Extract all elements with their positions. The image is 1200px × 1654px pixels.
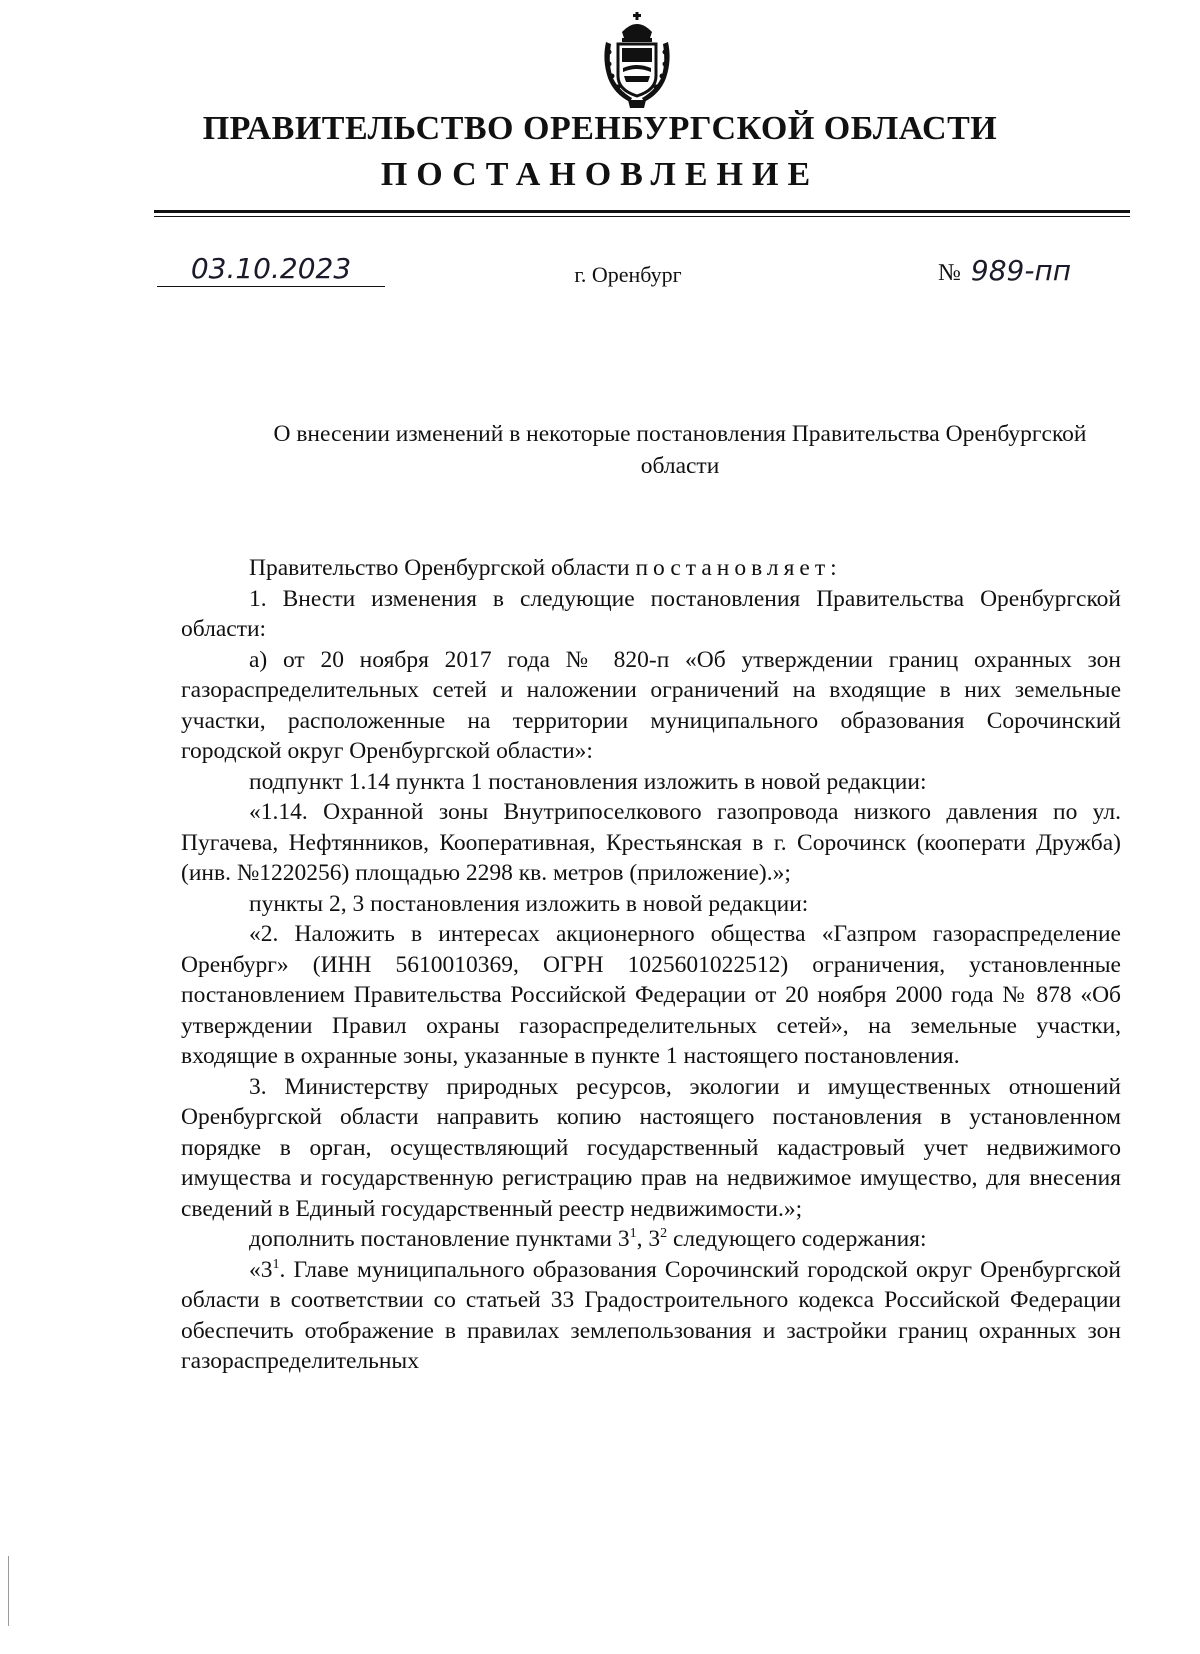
- paragraph-items-2-3-intro: пункты 2, 3 постановления изложить в новой редакции:: [249, 890, 809, 917]
- paragraph-add-items: [181, 1224, 1121, 1255]
- paragraph-1: 1. Внести изменения в следующие постановления Правительства Оренбургской области:: [181, 585, 1121, 642]
- superscript-1: 1: [629, 1226, 637, 1242]
- preamble-verb: постановляет: [635, 555, 831, 581]
- document-date: 03.10.2023: [157, 252, 385, 287]
- superscript-2: 2: [660, 1226, 668, 1242]
- number-value: 989-пп: [970, 254, 1072, 287]
- item-3-1-text: . Главе муниципального образования Сорочинский городской округ Оренбургской области в соответствии со статьей 33 Градостроительного кодекса Российской Федерации обеспечить отображение в правилах землепользования и застройки границ охранных зон газораспределительных: [181, 1256, 1121, 1374]
- document-type-title: ПОСТАНОВЛЕНИЕ: [380, 156, 820, 193]
- paragraph-1-14: «1.14. Охранной зоны Внутрипоселкового газопровода низкого давления по ул. Пугачева, Нефтянников, Кооперативная, Крестьянская в г. Сорочинск (кооперати Дружба) (инв. №1220256) площадью 2298 кв. метров (приложение).»;: [181, 799, 1121, 886]
- number-sign: №: [938, 260, 961, 286]
- paragraph-a: а) от 20 ноября 2017 года № 820-п «Об утверждении границ охранных зон газораспределительных сетей и наложении ограничений на входящие в них земельные участки, расположенные на территории муниципального образования Сорочинский городской округ Оренбургской области»:: [181, 646, 1121, 764]
- header-divider-thick: [154, 210, 1130, 213]
- coat-of-arms-emblem: [600, 12, 674, 110]
- item-3-1-superscript: 1: [272, 1256, 280, 1272]
- government-title: ПРАВИТЕЛЬСТВО ОРЕНБУРГСКОЙ ОБЛАСТИ: [202, 110, 998, 147]
- document-body: [181, 553, 1121, 1377]
- scan-margin-mark: [8, 1556, 9, 1626]
- header-divider-thin: [154, 216, 1130, 217]
- add-items-text-end: следующего содержания:: [667, 1226, 927, 1252]
- paragraph-subitem-1-14-intro: подпункт 1.14 пункта 1 постановления изложить в новой редакции:: [249, 768, 927, 795]
- paragraph-3-1: [181, 1255, 1121, 1377]
- preamble-paragraph: [181, 553, 1121, 584]
- paragraph-3: 3. Министерству природных ресурсов, экологии и имущественных отношений Оренбургской области направить копию настоящего постановления в установленном порядке в орган, осуществляющий государственный кадастровый учет недвижимого имущества и государственную регистрацию прав на недвижимое имущество, для внесения сведений в Единый государственный реестр недвижимости.»;: [181, 1073, 1121, 1222]
- item-3-1-number: «3: [249, 1256, 273, 1283]
- paragraph-2: «2. Наложить в интересах акционерного общества «Газпром газораспределение Оренбург» (ИНН 5610010369, ОГРН 1025601022512) ограничения, установленные постановлением Правительства Российской Федерации от 20 ноября 2000 года № 878 «Об утверждении Правил охраны газораспределительных сетей», на земельные участки, входящие в охранные зоны, указанные в пункте 1 настоящего постановления.: [181, 921, 1121, 1069]
- document-city: г. Оренбург: [574, 262, 682, 287]
- add-items-text-mid: , 3: [636, 1226, 661, 1252]
- preamble-text: Правительство Оренбургской области: [249, 555, 636, 581]
- preamble-colon: :: [830, 555, 837, 581]
- document-number: [938, 254, 1071, 287]
- add-items-text-start: дополнить постановление пунктами 3: [249, 1226, 630, 1252]
- document-subject: О внесении изменений в некоторые постановления Правительства Оренбургской области: [273, 421, 1087, 479]
